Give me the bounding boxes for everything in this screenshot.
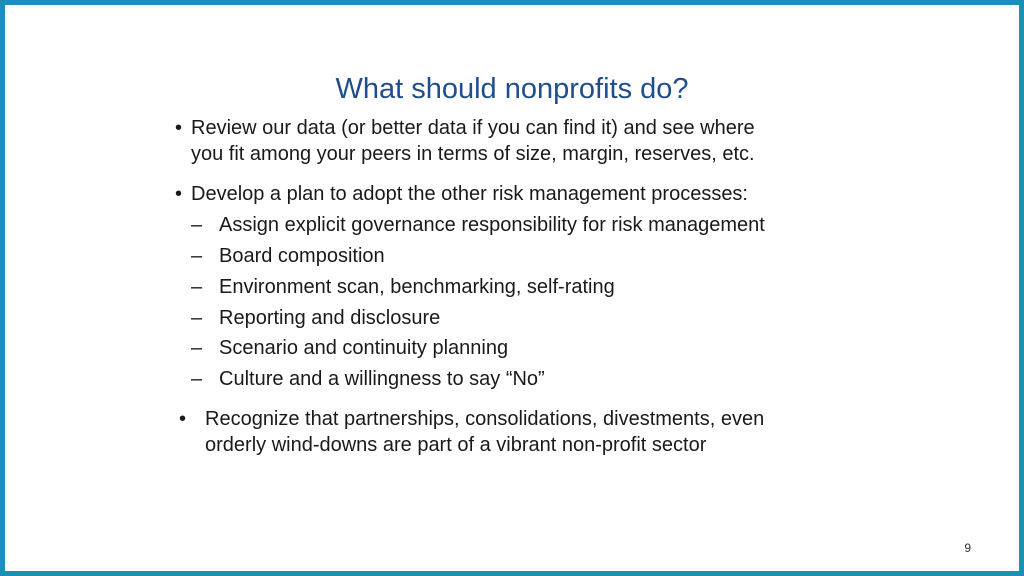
sub-item-board xyxy=(191,243,385,269)
bullet-text-line2: you fit among your peers in terms of size, margin, reserves, etc. xyxy=(191,143,755,165)
page-number: 9 xyxy=(964,541,971,555)
bullet-text-line2: orderly wind-downs are part of a vibrant non-profit sector xyxy=(205,434,707,456)
bullet-item-review-data xyxy=(175,115,875,167)
bullet-item-develop-plan xyxy=(175,181,875,207)
dash-marker: – xyxy=(191,307,203,329)
sub-item-text: Environment scan, benchmarking, self-rating xyxy=(219,276,615,298)
bullet-text-line1: Develop a plan to adopt the other risk management processes: xyxy=(191,183,748,205)
bullet-marker: • xyxy=(175,117,183,139)
bullet-text-line1: Recognize that partnerships, consolidations, divestments, even xyxy=(205,408,765,430)
sub-item-text: Culture and a willingness to say “No” xyxy=(219,368,545,390)
bullet-marker: • xyxy=(175,183,183,205)
sub-item-text: Assign explicit governance responsibility for risk management xyxy=(219,214,765,236)
sub-item-governance xyxy=(191,212,765,238)
sub-item-text: Reporting and disclosure xyxy=(219,307,441,329)
sub-item-environment-scan xyxy=(191,274,615,300)
dash-marker: – xyxy=(191,276,203,298)
slide-title: What should nonprofits do? xyxy=(335,73,689,105)
sub-item-text: Board composition xyxy=(219,245,385,267)
sub-item-culture xyxy=(191,366,545,392)
bullet-text-line1: Review our data (or better data if you can find it) and see where xyxy=(191,117,755,139)
bullet-item-recognize xyxy=(179,406,879,458)
bullet-marker: • xyxy=(179,408,187,430)
sub-item-scenario xyxy=(191,335,508,361)
dash-marker: – xyxy=(191,245,203,267)
dash-marker: – xyxy=(191,368,203,390)
dash-marker: – xyxy=(191,337,203,359)
dash-marker: – xyxy=(191,214,203,236)
sub-item-reporting xyxy=(191,305,440,331)
sub-item-text: Scenario and continuity planning xyxy=(219,337,509,359)
